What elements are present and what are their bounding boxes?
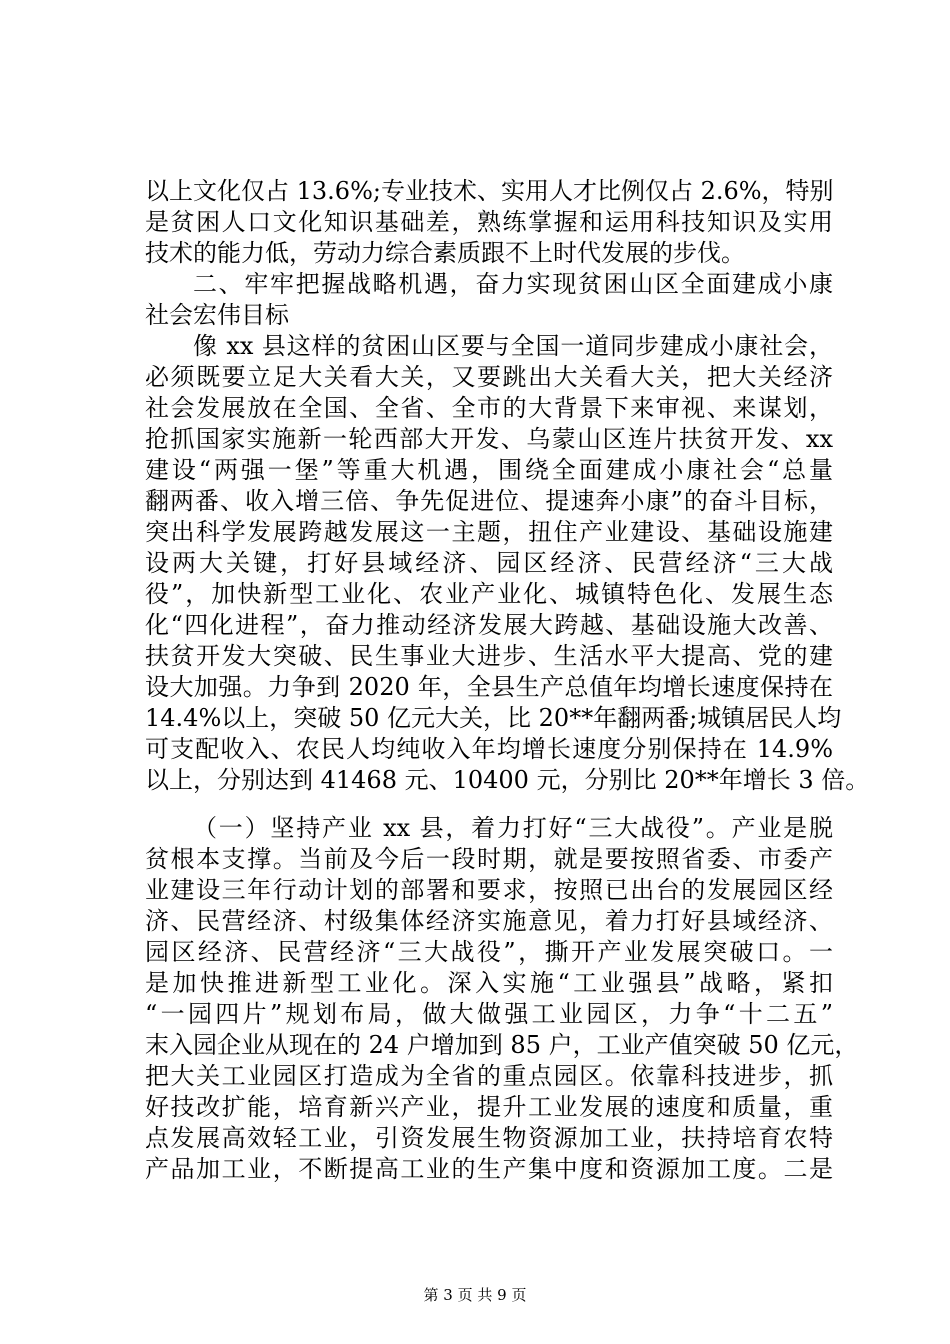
paragraph-industry bbox=[145, 813, 859, 1185]
text-line: 好技改扩能，培育新兴产业，提升工业发展的速度和质量，重 bbox=[145, 1093, 833, 1121]
text-line: 技术的能力低，劳动力综合素质跟不上时代发展的步伐。 bbox=[145, 239, 745, 267]
text-line: 以上文化仅占 13.6%;专业技术、实用人才比例仅占 2.6%，特别 bbox=[145, 177, 834, 205]
text-line: 突出科学发展跨越发展这一主题，扭住产业建设、基础设施建 bbox=[145, 518, 833, 546]
text-line: 建设“两强一堡”等重大机遇，围绕全面建成小康社会“总量 bbox=[145, 456, 833, 484]
text-line: “一园四片”规划布局，做大做强工业园区，力争“十二五” bbox=[145, 1000, 833, 1028]
page-footer: 第 3 页 共 9 页 bbox=[423, 1286, 527, 1304]
text-line: （一）坚持产业 xx 县，着力打好“三大战役”。产业是脱 bbox=[193, 814, 833, 842]
text-line: 园区经济、民营经济“三大战役”，撕开产业发展突破口。一 bbox=[145, 938, 833, 966]
text-line: 末入园企业从现在的 24 户增加到 85 户，工业产值突破 50 亿元， bbox=[145, 1031, 859, 1059]
text-line: 必须既要立足大关看大关，又要跳出大关看大关，把大关经济 bbox=[145, 363, 833, 391]
paragraph-education-stats bbox=[145, 176, 833, 269]
text-line: 以上，分别达到 41468 元、10400 元，分别比 20**年增长 3 倍。 bbox=[145, 766, 870, 794]
heading-line: 二、牢牢把握战略机遇，奋力实现贫困山区全面建成小康 bbox=[193, 270, 833, 298]
text-line: 济、民营经济、村级集体经济实施意见，着力打好县域经济、 bbox=[145, 907, 833, 935]
text-line: 是贫困人口文化知识基础差，熟练掌握和运用科技知识及实用 bbox=[145, 208, 833, 236]
text-line: 14.4%以上，突破 50 亿元大关，比 20**年翻两番;城镇居民人均 bbox=[145, 704, 842, 732]
text-line: 设两大关键，打好县域经济、园区经济、民营经济“三大战 bbox=[145, 549, 833, 577]
text-line: 产品加工业，不断提高工业的生产集中度和资源加工度。二是 bbox=[145, 1155, 833, 1183]
heading-line: 社会宏伟目标 bbox=[145, 301, 289, 329]
text-line: 可支配收入、农民人均纯收入年均增长速度分别保持在 14.9% bbox=[145, 735, 833, 763]
section-heading-2 bbox=[145, 269, 833, 331]
text-line: 役”，加快新型工业化、农业产业化、城镇特色化、发展生态 bbox=[145, 580, 833, 608]
paragraph-goals bbox=[145, 331, 870, 796]
text-line: 是加快推进新型工业化。深入实施“工业强县”战略，紧扣 bbox=[145, 969, 833, 997]
text-line: 扶贫开发大突破、民生事业大进步、生活水平大提高、党的建 bbox=[145, 642, 833, 670]
text-line: 把大关工业园区打造成为全省的重点园区。依靠科技进步，抓 bbox=[145, 1062, 833, 1090]
text-line: 化“四化进程”，奋力推动经济发展大跨越、基础设施大改善、 bbox=[145, 611, 833, 639]
text-line: 设大加强。力争到 2020 年，全县生产总值年均增长速度保持在 bbox=[145, 673, 833, 701]
text-line: 社会发展放在全国、全省、全市的大背景下来审视、来谋划， bbox=[145, 394, 833, 422]
text-line: 抢抓国家实施新一轮西部大开发、乌蒙山区连片扶贫开发、xx bbox=[145, 425, 833, 453]
text-line: 点发展高效轻工业，引资发展生物资源加工业，扶持培育农特 bbox=[145, 1124, 833, 1152]
text-line: 业建设三年行动计划的部署和要求，按照已出台的发展园区经 bbox=[145, 876, 833, 904]
text-line: 翻两番、收入增三倍、争先促进位、提速奔小康”的奋斗目标， bbox=[145, 487, 833, 515]
text-line: 像 xx 县这样的贫困山区要与全国一道同步建成小康社会， bbox=[193, 332, 833, 360]
text-line: 贫根本支撑。当前及今后一段时期，就是要按照省委、市委产 bbox=[145, 845, 833, 873]
